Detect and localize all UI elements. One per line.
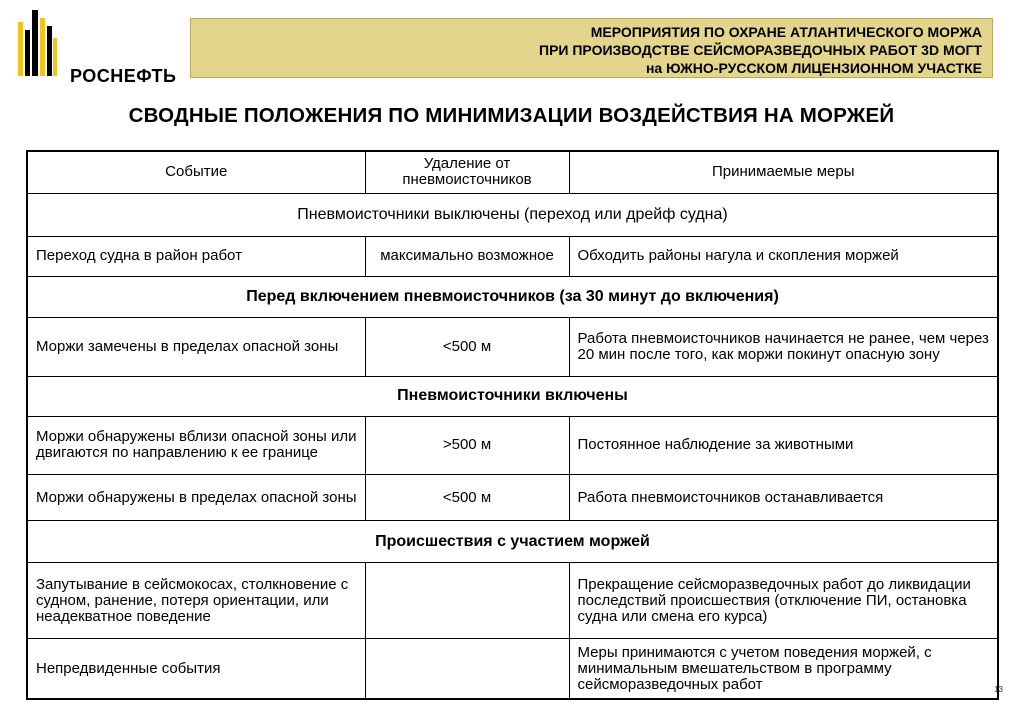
table-row	[27, 236, 998, 276]
cell-event: Переход судна в район работ	[27, 236, 365, 276]
banner-line-2: ПРИ ПРОИЗВОДСТВЕ СЕЙСМОРАЗВЕДОЧНЫХ РАБОТ 3D МОГТ	[539, 42, 982, 58]
cell-event: Непредвиденные события	[27, 639, 365, 699]
page-number: 13	[994, 685, 1003, 694]
section-title: Пневмоисточники выключены (переход или дрейф судна)	[27, 193, 998, 236]
measures-table	[26, 150, 999, 700]
cell-measures: Работа пневмоисточников начинается не ранее, чем через 20 мин после того, как моржи покинут опасную зону	[569, 317, 998, 376]
cell-distance	[365, 563, 569, 639]
cell-distance: >500 м	[365, 416, 569, 474]
header-event: Событие	[27, 151, 365, 193]
banner-line-1: МЕРОПРИЯТИЯ ПО ОХРАНЕ АТЛАНТИЧЕСКОГО МОРЖА	[590, 24, 982, 40]
section-title: Происшествия с участием моржей	[27, 521, 998, 563]
section-title: Перед включением пневмоисточников (за 30 минут до включения)	[27, 276, 998, 317]
cell-measures: Работа пневмоисточников останавливается	[569, 475, 998, 521]
section-row	[27, 521, 998, 563]
header-measures: Принимаемые меры	[569, 151, 998, 193]
header-distance: Удаление от пневмоисточников	[365, 151, 569, 193]
table-row	[27, 639, 998, 699]
table-row	[27, 563, 998, 639]
table-header-row	[27, 151, 998, 193]
cell-distance: <500 м	[365, 475, 569, 521]
table-row	[27, 416, 998, 474]
rosneft-emblem-icon	[18, 8, 58, 78]
page-title: СВОДНЫЕ ПОЛОЖЕНИЯ ПО МИНИМИЗАЦИИ ВОЗДЕЙСТВИЯ НА МОРЖЕЙ	[128, 104, 895, 127]
logo-wordmark: РОСНЕФТЬ	[70, 66, 177, 86]
table-row	[27, 317, 998, 376]
cell-measures: Постоянное наблюдение за животными	[569, 416, 998, 474]
cell-distance: <500 м	[365, 317, 569, 376]
cell-event: Моржи обнаружены вблизи опасной зоны или двигаются по направлению к ее границе	[27, 416, 365, 474]
section-title: Пневмоисточники включены	[27, 376, 998, 416]
cell-measures: Обходить районы нагула и скопления моржей	[569, 236, 998, 276]
cell-distance	[365, 639, 569, 699]
section-row	[27, 276, 998, 317]
cell-distance: максимально возможное	[365, 236, 569, 276]
banner-line-3: на ЮЖНО-РУССКОМ ЛИЦЕНЗИОННОМ УЧАСТКЕ	[645, 60, 982, 76]
cell-measures: Прекращение сейсморазведочных работ до ликвидации последствий происшествия (отключение ПИ, остановка судна или смена его курса)	[569, 563, 998, 639]
table-row	[27, 475, 998, 521]
cell-event: Запутывание в сейсмокосах, столкновение с судном, ранение, потеря ориентации, или неадекватное поведение	[27, 563, 365, 639]
section-row	[27, 193, 998, 236]
rosneft-logo	[18, 8, 188, 88]
header-banner	[190, 18, 993, 78]
section-row	[27, 376, 998, 416]
cell-event: Моржи обнаружены в пределах опасной зоны	[27, 475, 365, 521]
cell-measures: Меры принимаются с учетом поведения моржей, с минимальным вмешательством в программу сейсморазведочных работ	[569, 639, 998, 699]
cell-event: Моржи замечены в пределах опасной зоны	[27, 317, 365, 376]
